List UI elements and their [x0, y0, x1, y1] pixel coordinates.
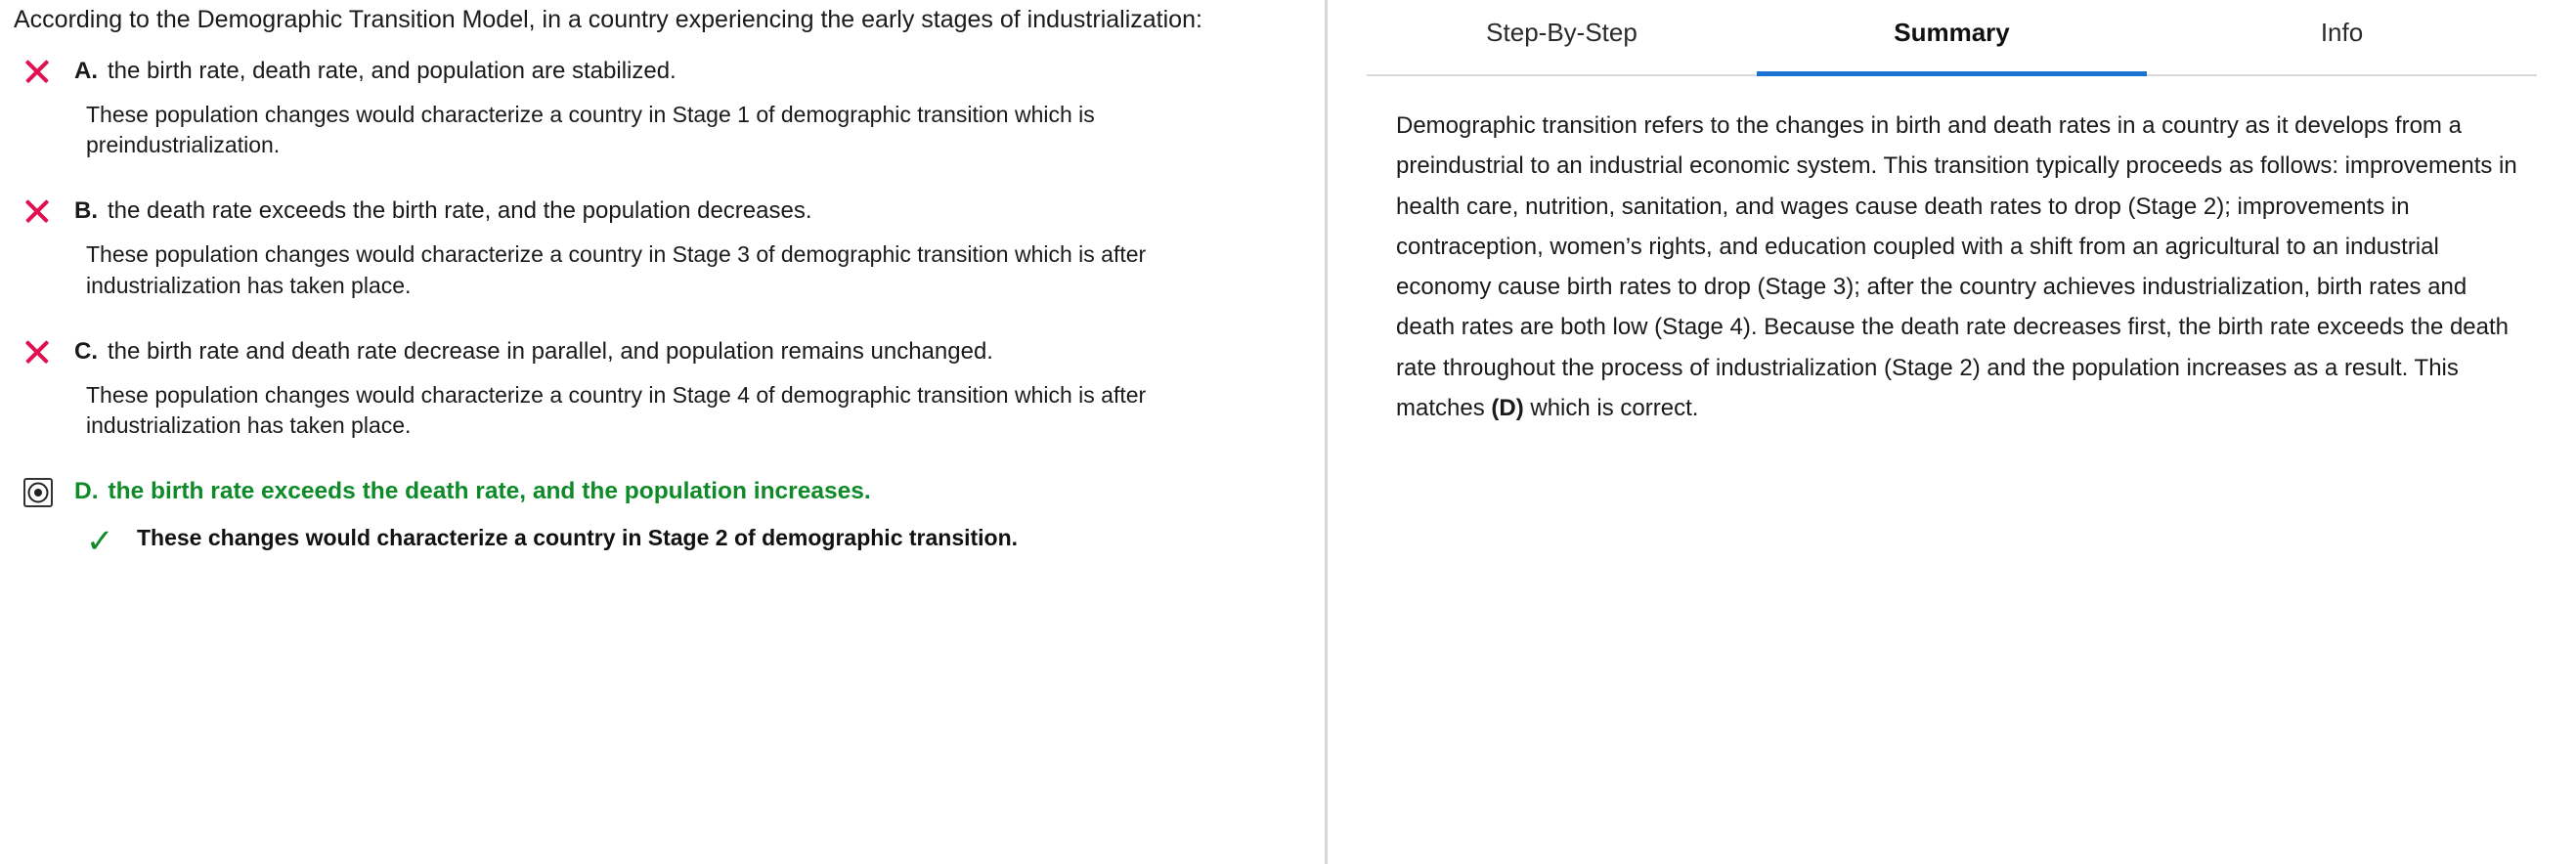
x-icon [23, 58, 51, 85]
choice-c-text [74, 334, 1295, 367]
choice-c-explanation: These population changes would characterize a country in Stage 4 of demographic transition which is after industrialization has taken place. [86, 381, 1147, 438]
tab-bar [1367, 0, 2537, 76]
choice-b-label: the death rate exceeds the birth rate, and the population decreases. [108, 197, 812, 225]
choice-c-letter: C. [74, 337, 98, 365]
choice-d-explanation: These changes would characterize a country in Stage 2 of demographic transition. [137, 524, 1019, 550]
choice-a[interactable] [14, 54, 1295, 86]
choice-b-letter: B. [74, 197, 98, 225]
summary-part-1: Demographic transition refers to the changes in birth and death rates in a country as it develops from a preindustrial to an industrial economic system. This transition typically proceeds as follows: improvements in health care, nutrition, sanitation, and wages cause death rates to drop (Stage 2); improvements in contraception, women’s rights, and education coupled with a shift from an agricultural to an industrial economy cause birth rates to drop (Stage 3); after the country achieves industrialization, birth rates and death rates are both low (Stage 4). Because the death rate decreases first, the birth rate exceeds the death rate throughout the process of industrialization (Stage 2) and the population increases as a result. This matches [1396, 112, 2517, 421]
choice-a-mark [14, 54, 74, 85]
choice-d-text [74, 474, 1295, 507]
summary-bold-answer: (D) [1491, 394, 1524, 421]
choice-a-label: the birth rate, death rate, and population are stabilized. [108, 58, 677, 84]
choice-c[interactable] [14, 334, 1295, 367]
choice-a-explanation: These population changes would characterize a country in Stage 1 of demographic transition which is preindustrialization. [86, 102, 1095, 158]
summary-text [1367, 76, 2537, 428]
x-icon [23, 338, 51, 366]
choice-a-letter: A. [74, 58, 98, 84]
x-icon [23, 197, 51, 225]
choice-c-label: the birth rate and death rate decrease in parallel, and population remains unchanged. [108, 337, 993, 365]
question-stem: According to the Demographic Transition Model, in a country experiencing the early stages of industrialization: [14, 6, 1202, 33]
choice-d-label: the birth rate exceeds the death rate, and the population increases. [108, 477, 871, 504]
choice-b-mark [14, 194, 74, 225]
choice-d-mark[interactable] [14, 474, 74, 507]
choice-b[interactable] [14, 194, 1295, 226]
summary-part-2: which is correct. [1523, 394, 1699, 421]
tab-summary[interactable]: Summary [1757, 0, 2147, 74]
choice-b-explanation: These population changes would characterize a country in Stage 3 of demographic transition which is after industrialization has taken place. [86, 241, 1147, 298]
choice-d[interactable] [14, 474, 1295, 507]
choice-c-mark [14, 334, 74, 366]
choice-b-text [74, 194, 1295, 226]
explanation-pane [1328, 0, 2576, 864]
check-icon: ✓ [86, 522, 114, 560]
choice-a-text [74, 54, 1295, 86]
radio-selected-icon[interactable] [23, 478, 53, 507]
choice-d-letter: D. [74, 477, 99, 504]
tab-step-by-step[interactable]: Step-By-Step [1486, 18, 1637, 47]
choice-d-explanation-row [86, 523, 1295, 558]
tab-info[interactable]: Info [2320, 18, 2364, 47]
